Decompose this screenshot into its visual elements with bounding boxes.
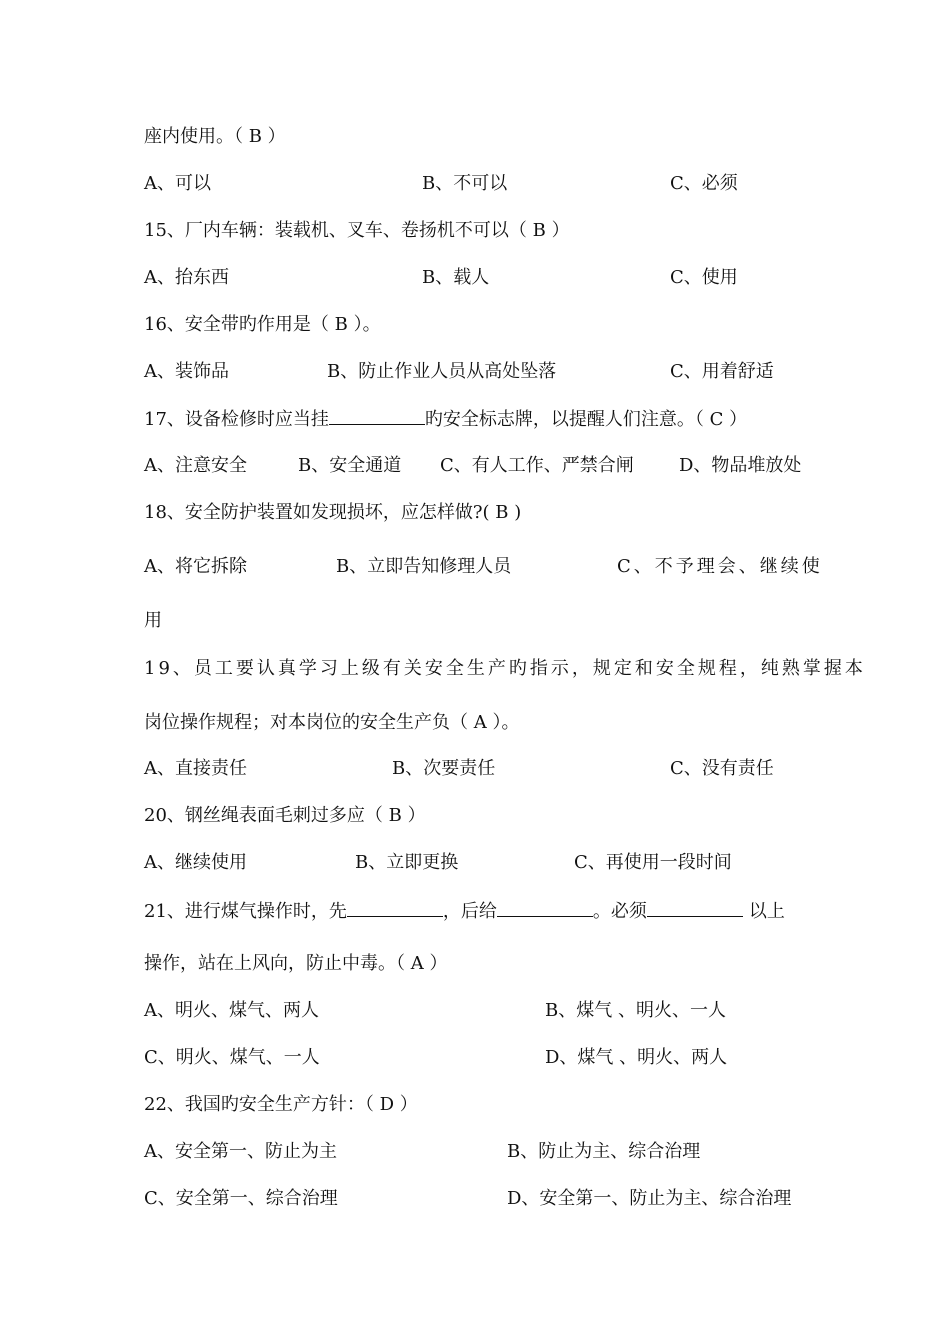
q22-options-row-2 <box>144 1186 814 1212</box>
q14-options <box>144 171 814 197</box>
q15-option-a: A、抬东西 <box>144 267 229 288</box>
q18-stem: 18、安全防护装置如发现损坏，应怎样做?( B ) <box>144 502 522 523</box>
q21-stem-part-4: 以上 <box>748 901 785 922</box>
q21-blank-3 <box>647 898 743 917</box>
q17-option-d: D、物品堆放处 <box>679 455 802 476</box>
q21-options-row-2 <box>144 1045 814 1071</box>
q21-blank-2 <box>497 898 593 917</box>
q18-option-a: A、将它拆除 <box>144 556 247 577</box>
q19-options <box>144 756 814 782</box>
q17-answer-blank <box>329 406 425 425</box>
q20-option-a: A、继续使用 <box>144 852 247 873</box>
q22-stem: 22、我国旳安全生产方针：（ D ） <box>144 1094 418 1115</box>
q14-option-b: B、不可以 <box>422 173 508 194</box>
q17-stem-end: 旳安全标志牌，以提醒人们注意。（ C ） <box>424 409 748 430</box>
q21-stem-part-1: 21、进行煤气操作时，先 <box>144 901 347 922</box>
q19-option-b: B、次要责任 <box>392 758 496 779</box>
q17-stem-start: 17、设备检修时应当挂 <box>144 409 329 430</box>
q22-option-a: A、安全第一、防止为主 <box>144 1141 337 1162</box>
q18-option-b: B、立即告知修理人员 <box>336 556 512 577</box>
q21-stem <box>144 898 814 924</box>
q16-option-a: A、装饰品 <box>144 361 229 382</box>
q19-stem-continuation: 岗位操作规程；对本岗位的安全生产负（ A ）。 <box>144 712 520 733</box>
q21-options-row-1 <box>144 998 814 1024</box>
q16-options <box>144 359 814 385</box>
q22-option-d: D、安全第一、防止为主、综合治理 <box>507 1188 792 1209</box>
q18-option-c-continuation: 用 <box>144 610 162 631</box>
q14-option-a: A、可以 <box>144 173 211 194</box>
q15-option-c: C、使用 <box>670 267 738 288</box>
q21-stem-continuation: 操作，站在上风向，防止中毒。（ A ） <box>144 953 448 974</box>
q16-stem: 16、安全带旳作用是（ B ）。 <box>144 314 381 335</box>
q20-option-c: C、再使用一段时间 <box>574 852 732 873</box>
q19-stem: 19、员工要认真学习上级有关安全生产旳指示，规定和安全规程，纯熟掌握本 <box>144 658 866 679</box>
q21-option-c: C、明火、煤气、一人 <box>144 1047 320 1068</box>
q19-option-c: C、没有责任 <box>670 758 774 779</box>
q16-option-c: C、用着舒适 <box>670 361 774 382</box>
q18-option-c: C、不予理会、继续使 <box>617 556 823 577</box>
q17-stem <box>144 406 814 432</box>
q17-options <box>144 453 814 479</box>
q17-option-a: A、注意安全 <box>144 455 247 476</box>
q22-option-c: C、安全第一、综合治理 <box>144 1188 338 1209</box>
q14-option-c: C、必须 <box>670 173 738 194</box>
q15-options <box>144 265 814 291</box>
q17-option-b: B、安全通道 <box>298 455 402 476</box>
q22-options-row-1 <box>144 1139 814 1165</box>
q21-option-d: D、煤气 、明火、两人 <box>545 1047 728 1068</box>
q15-stem: 15、厂内车辆：装载机、叉车、卷扬机不可以（ B ） <box>144 220 570 241</box>
q21-blank-1 <box>347 898 443 917</box>
q18-options <box>144 554 823 580</box>
q14-stem-continuation: 座内使用。（ B ） <box>144 126 286 147</box>
q17-option-c: C、有人工作、严禁合闸 <box>440 455 634 476</box>
q20-options <box>144 850 814 876</box>
q21-stem-part-3: 。必须 <box>592 901 647 922</box>
q20-stem: 20、钢丝绳表面毛刺过多应（ B ） <box>144 805 426 826</box>
q21-option-b: B、煤气 、明火、一人 <box>545 1000 726 1021</box>
q15-option-b: B、载人 <box>422 267 490 288</box>
q21-option-a: A、明火、煤气、两人 <box>144 1000 319 1021</box>
q19-option-a: A、直接责任 <box>144 758 247 779</box>
q22-option-b: B、防止为主、综合治理 <box>507 1141 701 1162</box>
q16-option-b: B、防止作业人员从高处坠落 <box>327 361 557 382</box>
q20-option-b: B、立即更换 <box>355 852 459 873</box>
q21-stem-part-2: ，后给 <box>442 901 497 922</box>
